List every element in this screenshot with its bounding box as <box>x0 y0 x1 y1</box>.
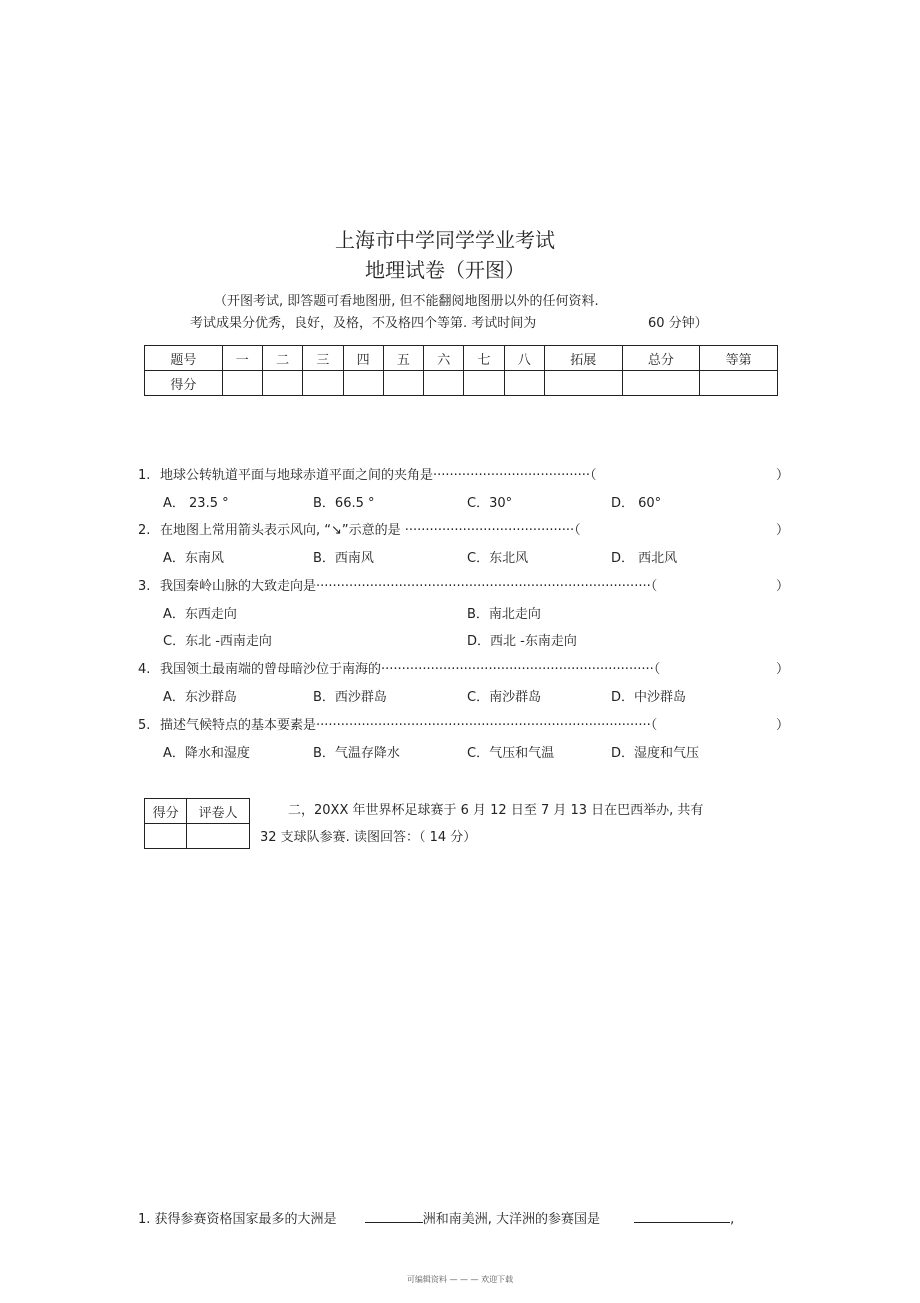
option-a[interactable]: A．东南风 <box>163 551 224 566</box>
score-table-score-row <box>145 371 778 396</box>
score-header-cell: 八 <box>504 346 544 371</box>
answer-bracket-close: ） <box>776 468 790 483</box>
score-cell[interactable] <box>464 371 504 396</box>
option-b[interactable]: B．西沙群岛 <box>313 690 387 705</box>
score-table <box>144 345 778 396</box>
question-text: 我国秦岭山脉的大致走向是·················································································（ <box>160 579 658 594</box>
question-text: 描述气候特点的基本要素是·················································································（ <box>160 718 658 733</box>
score-cell[interactable] <box>222 371 262 396</box>
score-cell[interactable] <box>303 371 343 396</box>
option-d[interactable]: D．西北 -东南走向 <box>467 634 577 649</box>
answer-bracket-close: ） <box>776 662 790 677</box>
option-c[interactable]: C．南沙群岛 <box>467 690 542 705</box>
score-header-cell: 六 <box>424 346 464 371</box>
option-c[interactable]: C．东北风 <box>467 551 529 566</box>
grader-score-cell[interactable] <box>145 824 187 849</box>
question-text: 我国领土最南端的曾母暗沙位于南海的··································································（ <box>160 662 661 677</box>
grader-name-header: 评卷人 <box>187 799 250 824</box>
score-header-cell: 四 <box>343 346 383 371</box>
option-a[interactable]: A． 23.5 ° <box>163 496 229 511</box>
option-c[interactable]: C．东北 -西南走向 <box>163 634 272 649</box>
exam-time: 60 分钟） <box>648 316 708 331</box>
section2-intro-line1: 二，20XX 年世界杯足球赛于 6 月 12 日至 7 月 13 日在巴西举办, 共有 <box>288 803 704 818</box>
option-a[interactable]: A．东西走向 <box>163 607 237 622</box>
option-c[interactable]: C．30° <box>467 496 513 511</box>
score-cell[interactable] <box>504 371 544 396</box>
score-header-cell: 题号 <box>145 346 223 371</box>
question-text: 地球公转轨道平面与地球赤道平面之间的夹角是······································（ <box>160 468 597 483</box>
exam-note-line2: 考试成果分优秀，良好，及格，不及格四个等第. 考试时间为 <box>190 316 537 331</box>
option-d[interactable]: D． 60° <box>611 496 662 511</box>
question-text: 在地图上常用箭头表示风向, “↘”示意的是 ·········································（ <box>160 523 581 538</box>
option-c[interactable]: C．气压和气温 <box>467 746 555 761</box>
score-header-cell: 二 <box>262 346 302 371</box>
question-text-2: 洲和南美洲, 大洋洲的参赛国是 <box>422 1212 600 1227</box>
score-cell[interactable] <box>383 371 423 396</box>
answer-bracket-close: ） <box>776 579 790 594</box>
option-d[interactable]: D．中沙群岛 <box>611 690 687 705</box>
score-header-cell: 总分 <box>622 346 700 371</box>
score-header-cell: 五 <box>383 346 423 371</box>
score-cell[interactable] <box>424 371 464 396</box>
question-number: 2. <box>138 523 151 538</box>
option-b[interactable]: B．南北走向 <box>467 607 541 622</box>
score-header-cell: 等第 <box>700 346 778 371</box>
answer-blank-1[interactable] <box>365 1209 423 1223</box>
score-cell[interactable] <box>544 371 622 396</box>
score-cell[interactable] <box>700 371 778 396</box>
question-number: 1. <box>138 468 151 483</box>
option-b[interactable]: B．66.5 ° <box>313 496 375 511</box>
section2-intro-line2: 32 支球队参赛. 读图回答：（ 14 分） <box>260 830 477 845</box>
grader-table <box>144 798 250 849</box>
score-row-label: 得分 <box>145 371 223 396</box>
exam-subtitle: 地理试卷（开图） <box>365 258 525 282</box>
page-footer: 可编辑资料 — — — 欢迎下载 <box>406 1275 514 1284</box>
grader-name-cell[interactable] <box>187 824 250 849</box>
answer-bracket-close: ） <box>776 523 790 538</box>
exam-note-line1: （开图考试, 即答题可看地图册, 但不能翻阅地图册以外的任何资料. <box>214 294 599 309</box>
question-number: 5. <box>138 718 151 733</box>
score-header-cell: 拓展 <box>544 346 622 371</box>
score-cell[interactable] <box>262 371 302 396</box>
exam-title: 上海市中学同学学业考试 <box>335 228 555 252</box>
option-d[interactable]: D．湿度和气压 <box>611 746 700 761</box>
section2-question-1 <box>138 1209 734 1228</box>
option-a[interactable]: A．降水和湿度 <box>163 746 250 761</box>
score-header-cell: 一 <box>222 346 262 371</box>
score-cell[interactable] <box>622 371 700 396</box>
question-text: 获得参赛资格国家最多的大洲是 <box>154 1212 337 1227</box>
option-b[interactable]: B．西南风 <box>313 551 374 566</box>
question-end: , <box>730 1212 735 1227</box>
question-number: 3. <box>138 579 151 594</box>
score-header-cell: 三 <box>303 346 343 371</box>
option-b[interactable]: B．气温存降水 <box>313 746 400 761</box>
grader-score-header: 得分 <box>145 799 187 824</box>
answer-bracket-close: ） <box>776 718 790 733</box>
answer-blank-2[interactable] <box>634 1209 730 1223</box>
option-d[interactable]: D． 西北风 <box>611 551 678 566</box>
score-table-header-row <box>145 346 778 371</box>
option-a[interactable]: A．东沙群岛 <box>163 690 237 705</box>
question-number: 4. <box>138 662 151 677</box>
score-header-cell: 七 <box>464 346 504 371</box>
score-cell[interactable] <box>343 371 383 396</box>
question-number: 1. <box>138 1212 151 1227</box>
